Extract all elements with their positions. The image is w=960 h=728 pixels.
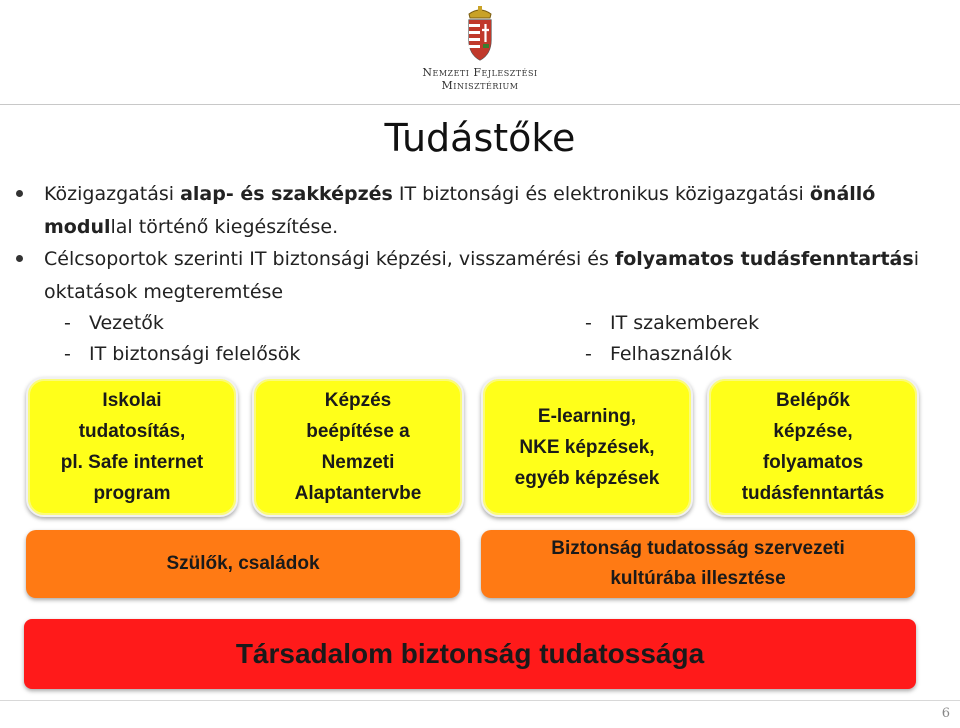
- box-elearning: E-learning, NKE képzések, egyéb képzések: [481, 377, 693, 517]
- header-divider: [0, 104, 960, 105]
- target-group-it-security-officers: - IT biztonsági felelősök: [64, 343, 301, 365]
- box-organizational-culture: Biztonság tudatosság szervezeti kultúrába illesztése: [481, 530, 915, 598]
- page-number: 6: [941, 706, 950, 721]
- page-title: Tudástőke: [384, 116, 576, 160]
- footer-divider: [0, 700, 960, 701]
- coat-of-arms-icon: [463, 6, 497, 62]
- target-group-users: - Felhasználók: [585, 343, 732, 365]
- box-national-curriculum: Képzés beépítése a Nemzeti Alaptantervbe: [252, 377, 464, 517]
- bullet-dot-icon: [16, 255, 23, 262]
- logo-text-line-1: Nemzeti Fejlesztési: [422, 66, 538, 79]
- bullet-item-2: [30, 243, 940, 309]
- box-newcomer-training: Belépők képzése, folyamatos tudásfenntartás: [707, 377, 919, 517]
- target-group-leaders: - Vezetők: [64, 312, 164, 334]
- bullet-item-1: [30, 178, 940, 244]
- bullet-dot-icon: [16, 190, 23, 197]
- bullet-text-2: Célcsoportok szerinti IT biztonsági képzési, visszamérési és folyamatos tudásfenntartási oktatások megteremtése: [44, 248, 919, 303]
- box-parents-families: Szülők, családok: [26, 530, 460, 598]
- bullet-text-1: Közigazgatási alap- és szakképzés IT biztonsági és elektronikus közigazgatási önálló modullal történő kiegészítése.: [44, 183, 876, 238]
- box-societal-security-awareness: Társadalom biztonság tudatossága: [24, 619, 916, 689]
- ministry-logo: [405, 6, 555, 96]
- target-group-it-specialists: - IT szakemberek: [585, 312, 760, 334]
- logo-text-line-2: Minisztérium: [441, 79, 519, 92]
- box-school-awareness: Iskolai tudatosítás, pl. Safe internet program: [26, 377, 238, 517]
